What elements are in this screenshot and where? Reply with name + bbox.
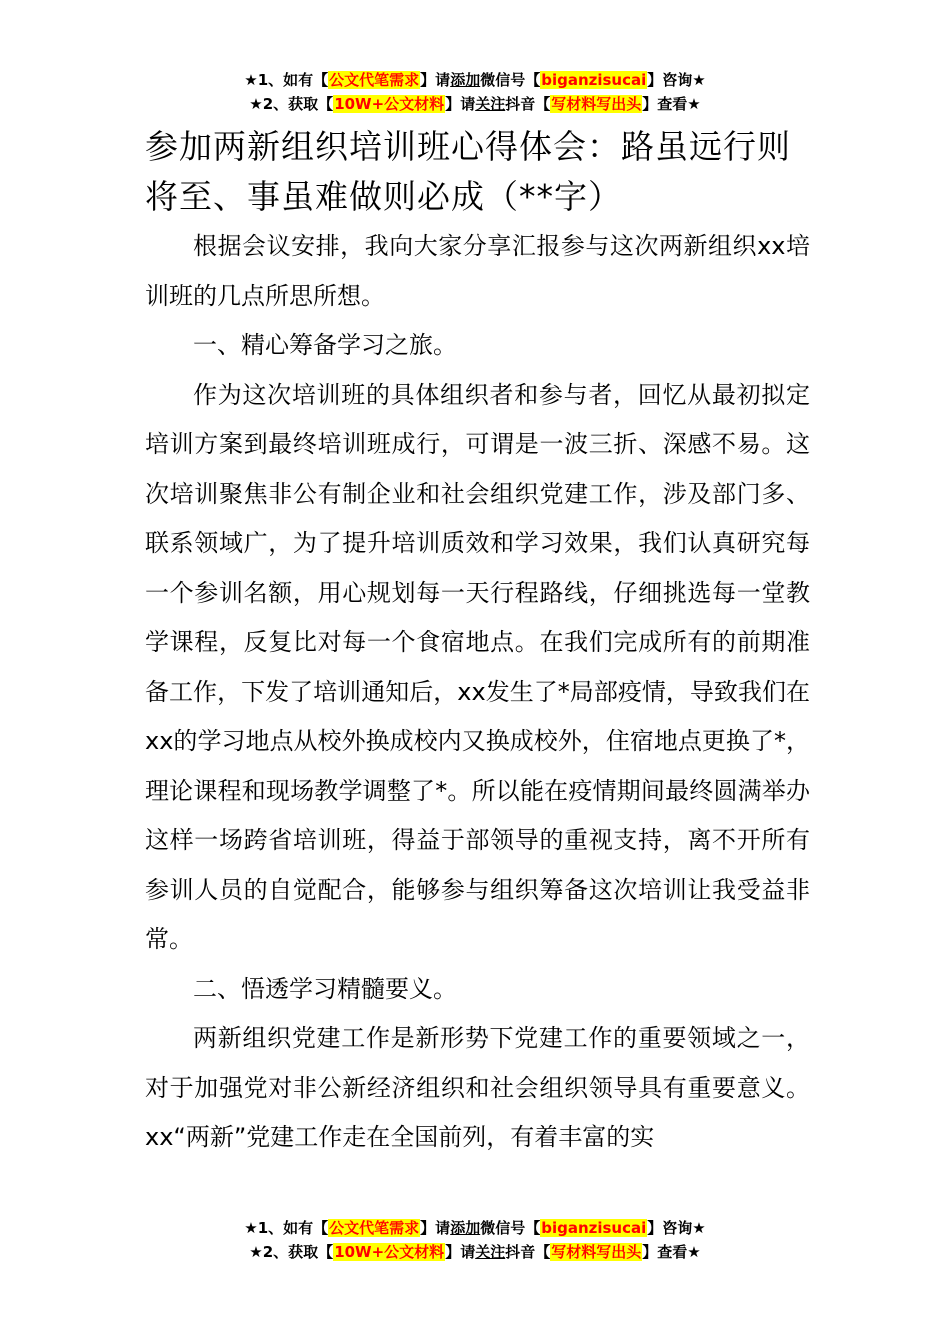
section-heading-2: 二、悟透学习精髓要义。	[193, 974, 457, 1003]
header-promo-banner	[0, 68, 950, 116]
section-heading-1: 一、精心筹备学习之旅。	[193, 331, 457, 359]
highlight-ghostwriting: 公文代笔需求	[329, 71, 420, 89]
paragraph-section-2: 两新组织党建工作是新形势下党建工作的重要领域之一，对于加强党对非公新经济组织和社会组织领导具有重要意义。xx“两新”党建工作走在全国前列，有着丰富的实	[145, 1024, 810, 1151]
promo-line-1: ★1、如有【公文代笔需求】请添加微信号【biganzisucai】咨询★	[244, 71, 706, 89]
promo-line-2: ★2、获取【10W+公文材料】请关注抖音【写材料写出头】查看★	[249, 1243, 701, 1261]
paragraph-section-1: 作为这次培训班的具体组织者和参与者，回忆从最初拟定培训方案到最终培训班成行，可谓是一波三折、深感不易。这次培训聚焦非公有制企业和社会组织党建工作，涉及部门多、联系领域广，为了提升培训质效和学习效果，我们认真研究每一个参训名额，用心规划每一天行程路线，仔细挑选每一堂教学课程，反复比对每一个食宿地点。在我们完成所有的前期准备工作，下发了培训通知后，xx发生了*局部疫情，导致我们在xx的学习地点从校外换成校内又换成校外，住宿地点更换了*，理论课程和现场教学调整了*。所以能在疫情期间最终圆满举办这样一场跨省培训班，得益于部领导的重视支持，离不开所有参训人员的自觉配合，能够参与组织筹备这次培训让我受益非常。	[145, 380, 810, 953]
highlight-materials: 10W+公文材料	[334, 95, 445, 113]
document-body	[145, 222, 810, 1163]
highlight-douyin: 写材料写出头	[551, 95, 642, 113]
highlight-douyin: 写材料写出头	[551, 1243, 642, 1261]
footer-promo-banner	[0, 1216, 950, 1264]
highlight-materials: 10W+公文材料	[334, 1243, 445, 1261]
highlight-ghostwriting: 公文代笔需求	[329, 1219, 420, 1237]
highlight-wechat-id: biganzisucai	[541, 1219, 647, 1237]
promo-line-1: ★1、如有【公文代笔需求】请添加微信号【biganzisucai】咨询★	[244, 1219, 706, 1237]
highlight-wechat-id: biganzisucai	[541, 71, 647, 89]
document-title: 参加两新组织培训班心得体会：路虽远行则将至、事虽难做则必成（**字）	[145, 127, 791, 216]
promo-line-2: ★2、获取【10W+公文材料】请关注抖音【写材料写出头】查看★	[249, 95, 701, 113]
paragraph-intro: 根据会议安排，我向大家分享汇报参与这次两新组织xx培训班的几点所思所想。	[145, 232, 810, 310]
